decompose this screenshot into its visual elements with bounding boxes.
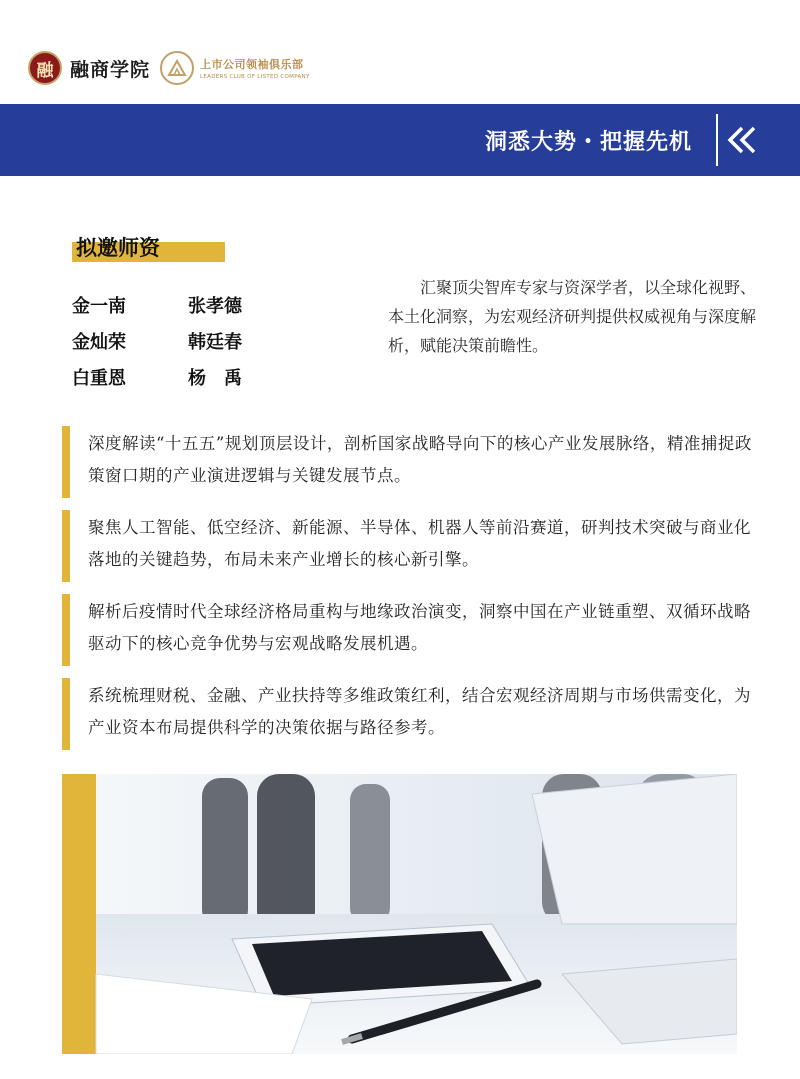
office-photo xyxy=(62,774,737,1054)
point-text: 系统梳理财税、金融、产业扶持等多维政策红利，结合宏观经济周期与市场供需变化，为产业资本布局提供科学的决策依据与路径参考。 xyxy=(88,686,751,737)
club-name-cn: 上市公司领袖俱乐部 xyxy=(200,58,304,71)
double-chevron-left-icon xyxy=(726,120,760,160)
point-text: 聚焦人工智能、低空经济、新能源、半导体、机器人等前沿赛道，研判技术突破与商业化落地的关键趋势，布局未来产业增长的核心新引擎。 xyxy=(88,518,751,569)
point-accent-bar xyxy=(62,510,70,582)
club-name-en: LEADERS CLUB OF LISTED COMPANY xyxy=(200,74,310,80)
section-title: 拟邀师资 xyxy=(76,236,160,260)
brand-name: 融商学院 xyxy=(70,58,151,81)
faculty-name: 杨 禹 xyxy=(188,368,242,389)
faculty-intro: 汇聚顶尖智库专家与资深学者，以全球化视野、本土化洞察，为宏观经济研判提供权威视角与深度解析，赋能决策前瞻性。 xyxy=(388,278,757,355)
point-accent-bar xyxy=(62,426,70,498)
point-block xyxy=(62,594,762,666)
faculty-name: 金一南 xyxy=(72,296,126,317)
point-text: 解析后疫情时代全球经济格局重构与地缘政治演变，洞察中国在产业链重塑、双循环战略驱动下的核心竞争优势与宏观战略发展机遇。 xyxy=(88,602,751,653)
brand-seal-logo: 融 xyxy=(28,51,62,85)
faculty-name: 韩廷春 xyxy=(188,332,242,353)
office-scene-illustration xyxy=(62,774,737,1054)
title-banner xyxy=(0,104,800,176)
faculty-name: 白重恩 xyxy=(72,368,126,389)
point-accent-bar xyxy=(62,594,70,666)
banner-divider xyxy=(716,114,718,166)
point-block xyxy=(62,510,762,582)
club-name xyxy=(200,56,310,80)
point-text: 深度解读“十五五”规划顶层设计，剖析国家战略导向下的核心产业发展脉络，精准捕捉政策窗口期的产业演进逻辑与关键发展节点。 xyxy=(88,434,752,485)
faculty-name: 张孝德 xyxy=(188,296,242,317)
point-block xyxy=(62,678,762,750)
point-block xyxy=(62,426,762,498)
header-logos xyxy=(28,48,310,88)
club-logo-icon xyxy=(160,51,194,85)
point-accent-bar xyxy=(62,678,70,750)
faculty-name: 金灿荣 xyxy=(72,332,126,353)
banner-title: 洞悉大势・把握先机 xyxy=(484,130,692,155)
